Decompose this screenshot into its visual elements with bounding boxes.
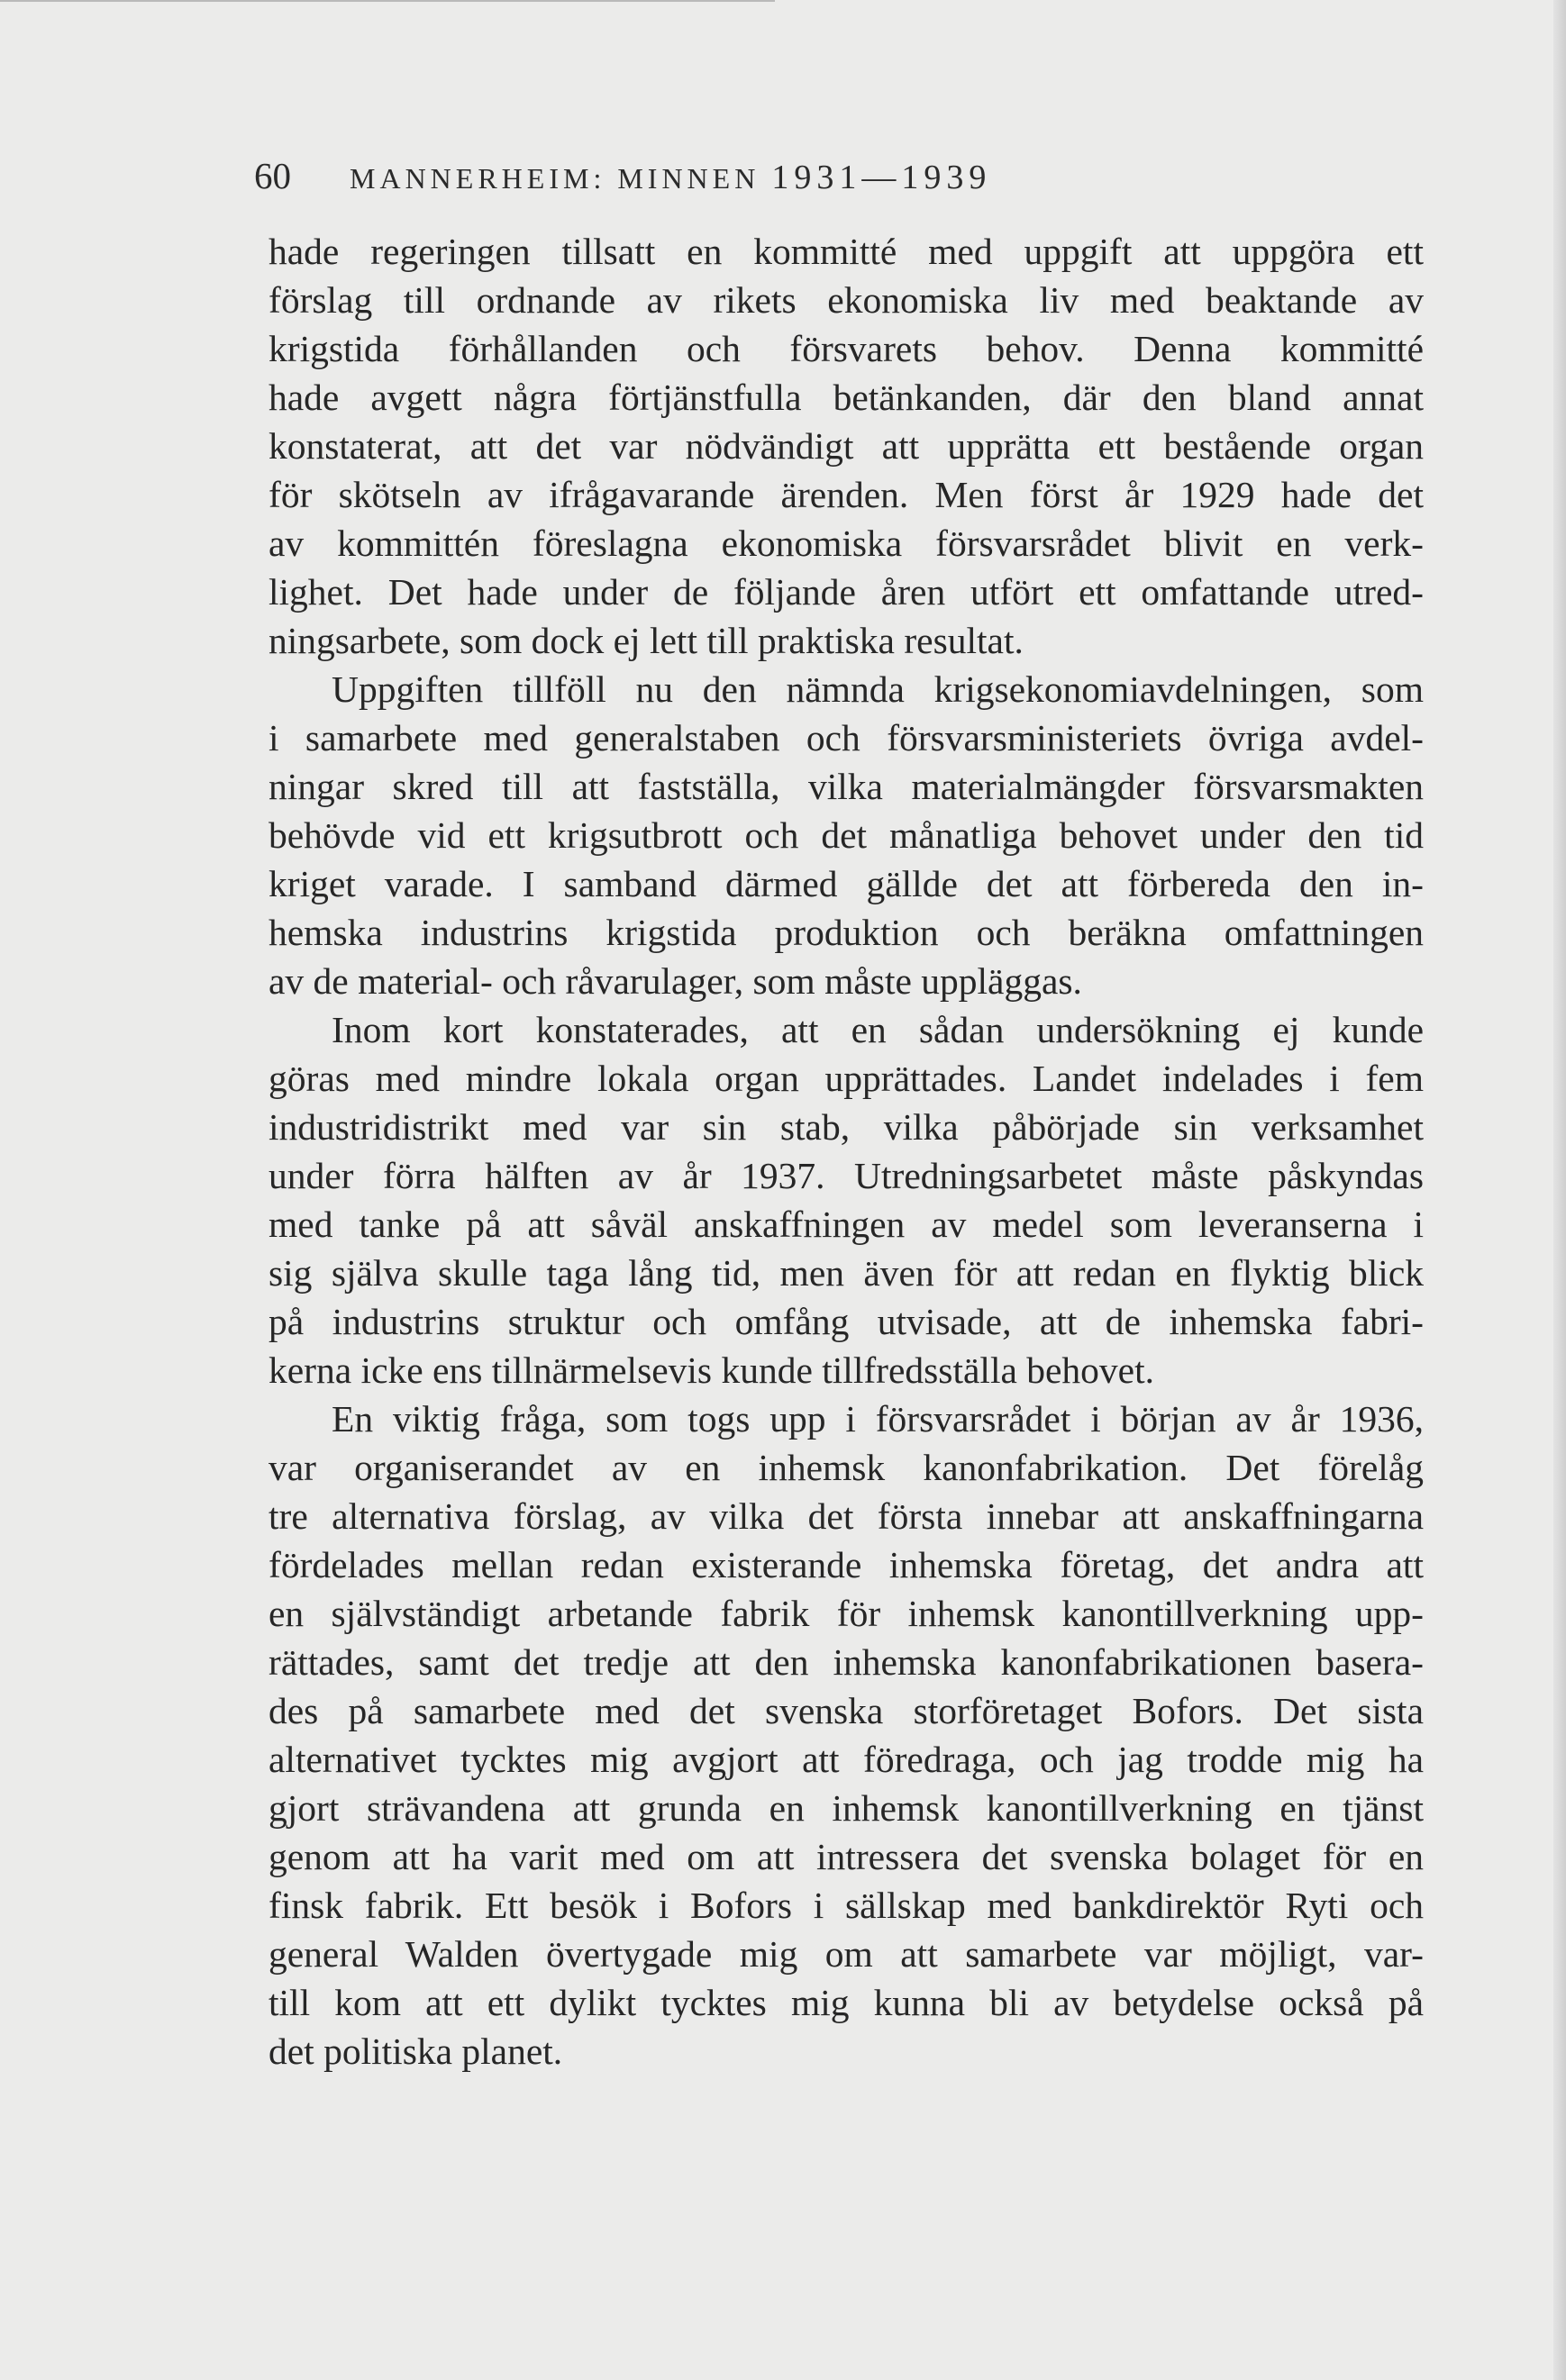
- book-title: MANNERHEIM: MINNEN: [350, 162, 772, 195]
- text-line: med tanke på att såväl anskaffningen av medel som leveranserna i: [269, 1204, 1424, 1245]
- page-number: 60: [254, 155, 291, 196]
- text-line: des på samarbete med det svenska storföretaget Bofors. Det sista: [269, 1690, 1424, 1731]
- text-line: konstaterat, att det var nödvändigt att upprätta ett bestående organ: [269, 425, 1424, 467]
- text-line: kerna icke ens tillnärmelsevis kunde tillfredsställa behovet.: [269, 1349, 1155, 1391]
- text-line: alternativet tycktes mig avgjort att föredraga, och jag trodde mig ha: [269, 1739, 1424, 1780]
- paragraph-4: [269, 1394, 1424, 2076]
- text-line: rättades, samt det tredje att den inhemska kanonfabrikationen basera-: [269, 1641, 1424, 1683]
- text-line: till kom att ett dylikt tycktes mig kunna bli av betydelse också på: [269, 1982, 1424, 2023]
- text-line: krigstida förhållanden och försvarets behov. Denna kommitté: [269, 328, 1424, 369]
- text-line: förslag till ordnande av rikets ekonomiska liv med beaktande av: [269, 279, 1424, 321]
- text-line: var organiserandet av en inhemsk kanonfabrikation. Det förelåg: [269, 1447, 1424, 1488]
- text-line: ningar skred till att fastställa, vilka materialmängder försvarsmakten: [269, 766, 1424, 807]
- text-line: det politiska planet.: [269, 2030, 563, 2072]
- page-right-edge: [1553, 0, 1566, 2380]
- text-line: för skötseln av ifrågavarande ärenden. Men först år 1929 hade det: [269, 474, 1424, 515]
- book-years: 1931—1939: [771, 159, 992, 196]
- text-line: industridistrikt med var sin stab, vilka påbörjade sin verksamhet: [269, 1106, 1424, 1148]
- text-line: hade regeringen tillsatt en kommitté med uppgift att uppgöra ett: [269, 231, 1424, 272]
- paragraph-3: [269, 1005, 1424, 1394]
- text-line: kriget varade. I samband därmed gällde det att förbereda den in-: [269, 863, 1424, 904]
- text-line: genom att ha varit med om att intressera det svenska bolaget för en: [269, 1836, 1424, 1877]
- text-line: fördelades mellan redan existerande inhemska företag, det andra att: [269, 1544, 1424, 1585]
- text-line: lighet. Det hade under de följande åren utfört ett omfattande utred-: [269, 571, 1424, 613]
- running-header: [254, 149, 1335, 203]
- text-line: ningsarbete, som dock ej lett till praktiska resultat.: [269, 620, 1024, 661]
- text-line: en självständigt arbetande fabrik för inhemsk kanontillverkning upp-: [269, 1593, 1424, 1634]
- text-line: i samarbete med generalstaben och försvarsministeriets övriga avdel-: [269, 717, 1424, 759]
- text-line: sig själva skulle taga lång tid, men även för att redan en flyktig blick: [269, 1252, 1424, 1294]
- body-text: [269, 227, 1424, 2076]
- text-line: av kommittén föreslagna ekonomiska försvarsrådet blivit en verk-: [269, 522, 1424, 564]
- text-line: under förra hälften av år 1937. Utredningsarbetet måste påskyndas: [269, 1155, 1424, 1196]
- text-line: finsk fabrik. Ett besök i Bofors i sällskap med bankdirektör Ryti och: [269, 1885, 1424, 1926]
- text-line: Inom kort konstaterades, att en sådan undersökning ej kunde: [332, 1009, 1424, 1050]
- text-line: Uppgiften tillföll nu den nämnda krigsekonomiavdelningen, som: [332, 668, 1424, 710]
- paragraph-2: [269, 665, 1424, 1005]
- text-line: En viktig fråga, som togs upp i försvarsrådet i början av år 1936,: [332, 1398, 1424, 1440]
- text-line: general Walden övertygade mig om att samarbete var möjligt, var-: [269, 1933, 1424, 1975]
- top-edge-rule: [0, 0, 775, 2]
- text-line: på industrins struktur och omfång utvisade, att de inhemska fabri-: [269, 1301, 1424, 1342]
- text-line: göras med mindre lokala organ upprättades. Landet indelades i fem: [269, 1058, 1424, 1099]
- text-line: hemska industrins krigstida produktion och beräkna omfattningen: [269, 912, 1424, 953]
- text-line: gjort strävandena att grunda en inhemsk kanontillverkning en tjänst: [269, 1787, 1424, 1829]
- text-line: tre alternativa förslag, av vilka det första innebar att anskaffningarna: [269, 1495, 1424, 1537]
- paragraph-1: [269, 227, 1424, 665]
- text-line: hade avgett några förtjänstfulla betänkanden, där den bland annat: [269, 377, 1424, 418]
- text-line: av de material- och råvarulager, som måste uppläggas.: [269, 960, 1082, 1002]
- text-line: behövde vid ett krigsutbrott och det månatliga behovet under den tid: [269, 814, 1424, 856]
